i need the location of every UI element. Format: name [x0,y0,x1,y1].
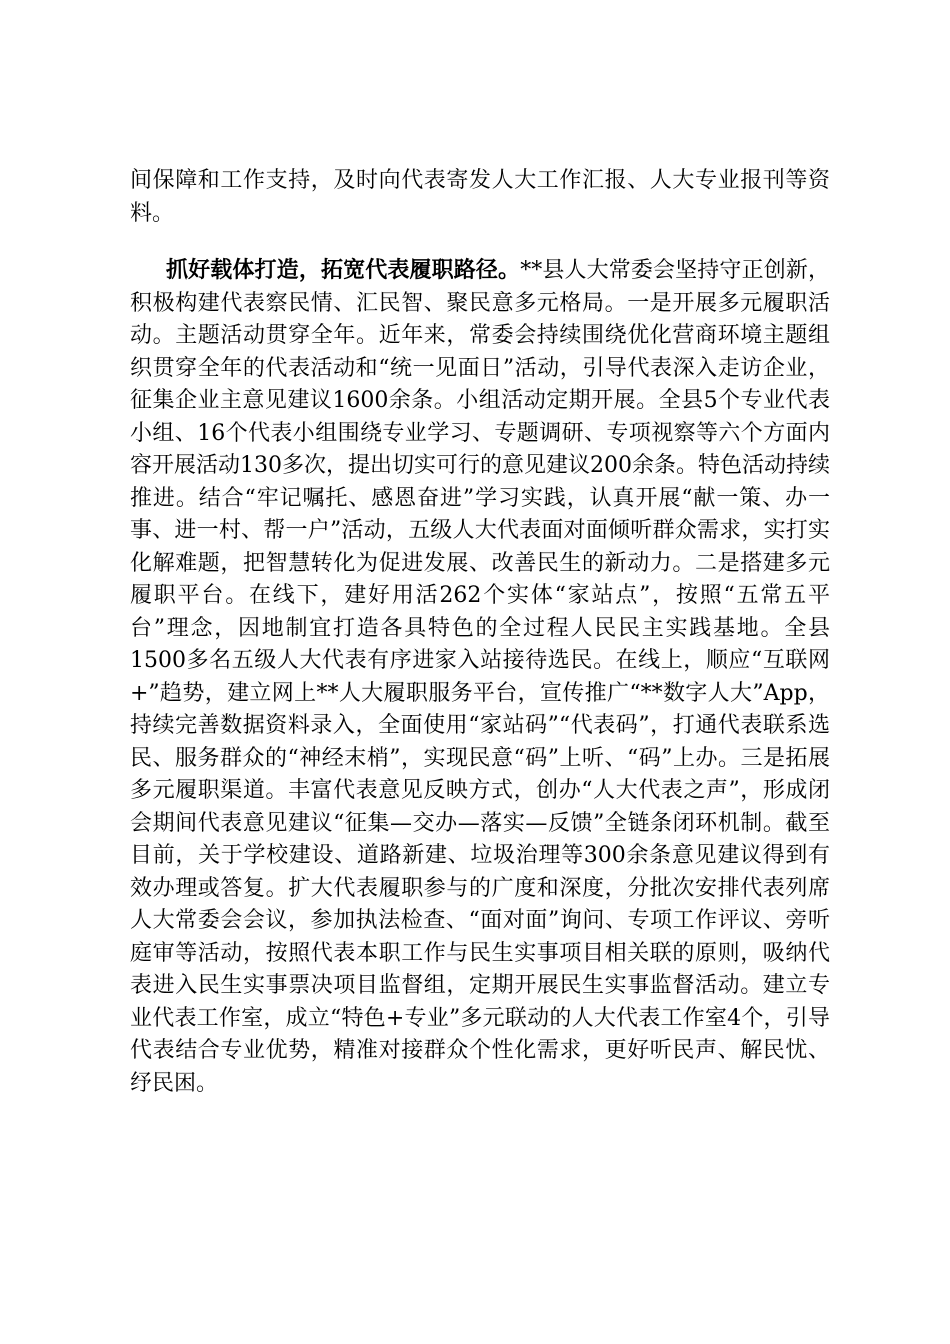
paragraph-lead-heading: 抓好载体打造，拓宽代表履职路径。 [166,257,521,283]
paragraph-text: 间保障和工作支持，及时向代表寄发人大工作汇报、人大专业报刊等资料。 [130,168,830,226]
paragraph-carrier-building [130,254,830,1100]
paragraph-text: **县人大常委会坚持守正创新，积极构建代表察民情、汇民智、聚民意多元格局。一是开展多元履职活动。主题活动贯穿全年。近年来，常委会持续围绕优化营商环境主题组织贯穿全年的代表活动和“统一见面日”活动，引导代表深入走访企业，征集企业主意见建议1600余条。小组活动定期开展。全县5个专业代表小组、16个代表小组围绕专业学习、专题调研、专项视察等六个方面内容开展活动130多次，提出切实可行的意见建议200余条。特色活动持续推进。结合“牢记嘱托、感恩奋进”学习实践，认真开展“献一策、办一事、进一村、帮一户”活动，五级人大代表面对面倾听群众需求，实打实化解难题，把智慧转化为促进发展、改善民生的新动力。二是搭建多元履职平台。在线下，建好用活262个实体“家站点”，按照“五常五平台”理念，因地制宜打造各具特色的全过程人民民主实践基地。全县1500多名五级人大代表有序进家入站接待选民。在线上，顺应“互联网+”趋势，建立网上**人大履职服务平台，宣传推广“**数字人大”App，持续完善数据资料录入，全面使用“家站码”“代表码”，打通代表联系选民、服务群众的“神经末梢”，实现民意“码”上听、“码”上办。三是拓展多元履职渠道。丰富代表意见反映方式，创办“人大代表之声”，形成闭会期间代表意见建议“征集—交办—落实—反馈”全链条闭环机制。截至目前，关于学校建设、道路新建、垃圾治理等300余条意见建议得到有效办理或答复。扩大代表履职参与的广度和深度，分批次安排代表列席人大常委会会议，参加执法检查、“面对面”询问、专项工作评议、旁听庭审等活动，按照代表本职工作与民生实事项目相关联的原则，吸纳代表进入民生实事票决项目监督组，定期开展民生实事监督活动。建立专业代表工作室，成立“特色+专业”多元联动的人大代表工作室4个，引导代表结合专业优势，精准对接群众个性化需求，更好听民声、解民忧、纾民困。 [130,258,830,1096]
document-page [130,165,830,1100]
paragraph-continuation [130,165,830,230]
